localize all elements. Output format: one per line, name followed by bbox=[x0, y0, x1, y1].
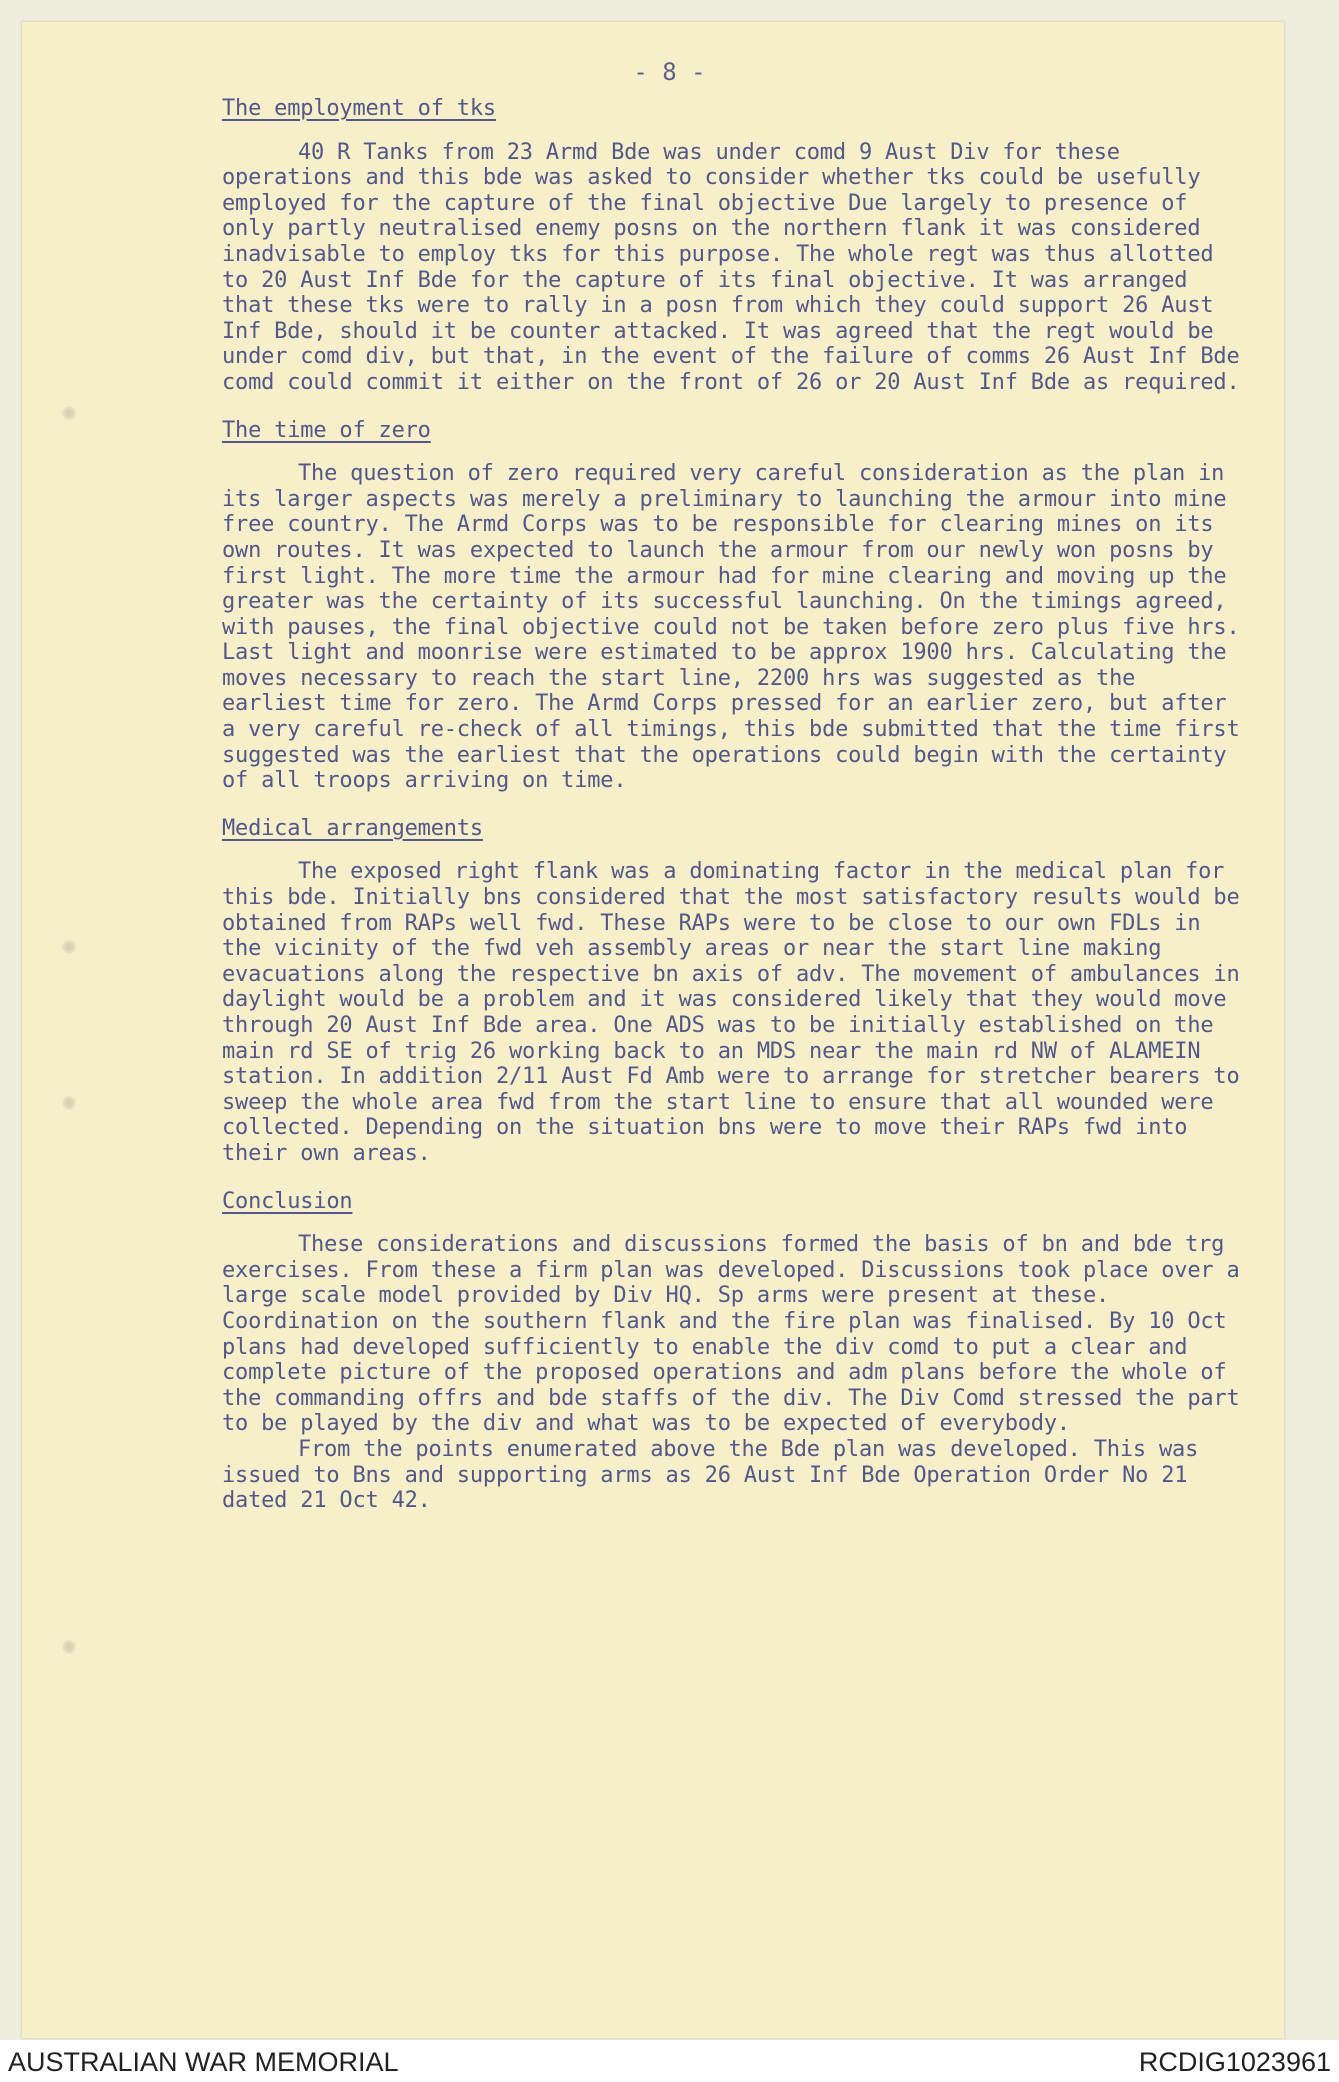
page-number: - 8 - bbox=[633, 58, 706, 86]
section-heading: Conclusion bbox=[222, 1188, 353, 1214]
punch-hole-mark bbox=[62, 1096, 76, 1110]
punch-hole-mark bbox=[62, 1640, 76, 1654]
punch-hole-mark bbox=[62, 940, 76, 954]
paragraph: These considerations and discussions formed the basis of bn and bde trg exercises. From these a firm plan was developed. Discussions took place over a large scale model provided by Div HQ. Sp arms were present at these. Coordination on the southern flank and the fire plan was finalised. By 10 Oct plans had developed sufficiently to enable the div comd to put a clear and complete picture of the proposed operations and adm plans before the whole of the commanding offrs and bde staffs of the div. The Div Comd stressed the part to be played by the div and what was to be expected of everybody. bbox=[222, 1232, 1240, 1437]
section-heading: The employment of tks bbox=[222, 96, 496, 121]
paragraph: The question of zero required very careful consideration as the plan in its larger aspects was merely a preliminary to launching the armour into mine free country. The Armd Corps was to be responsible for clearing mines on its own routes. It was expected to launch the armour from our newly won posns by first light. The more time the armour had for mine clearing and moving up the greater was the certainty of its successful launching. On the timings agreed, with pauses, the final objective could not be taken before zero plus five hrs. Last light and moonrise were estimated to be approx 1900 hrs. Calculating the moves necessary to reach the start line, 2200 hrs was suggested as the earliest time for zero. The Armd Corps pressed for an earlier zero, but after a very careful re-check of all timings, this bde submitted that the time first suggested was the earliest that the operations could begin with the certainty of all troops arriving on time. bbox=[222, 461, 1240, 794]
section-conclusion bbox=[222, 1189, 1252, 1514]
footer-institution: AUSTRALIAN WAR MEMORIAL bbox=[8, 2047, 399, 2077]
archive-footer bbox=[0, 2040, 1339, 2082]
document-body bbox=[222, 96, 1252, 1536]
footer-record-id: RCDIG1023961 bbox=[1138, 2047, 1331, 2077]
punch-hole-mark bbox=[62, 406, 76, 420]
section-heading: Medical arrangements bbox=[222, 815, 483, 841]
paragraph: The exposed right flank was a dominating factor in the medical plan for this bde. Initially bns considered that the most satisfactory results would be obtained from RAPs well fwd. These RAPs were to be close to our own FDLs in the vicinity of the fwd veh assembly areas or near the start line making evacuations along the respective bn axis of adv. The movement of ambulances in daylight would be a problem and it was considered likely that they would move through 20 Aust Inf Bde area. One ADS was to be initially established on the main rd SE of trig 26 working back to an MDS near the main rd NW of ALAMEIN station. In addition 2/11 Aust Fd Amb were to arrange for stretcher bearers to sweep the whole area fwd from the start line to ensure that all wounded were collected. Depending on the situation bns were to move their RAPs fwd into their own areas. bbox=[222, 859, 1240, 1166]
section-heading: The time of zero bbox=[222, 417, 431, 443]
paragraph: From the points enumerated above the Bde plan was developed. This was issued to Bns and supporting arms as 26 Aust Inf Bde Operation Order No 21 dated 21 Oct 42. bbox=[222, 1436, 1199, 1514]
paragraph: 40 R Tanks from 23 Armd Bde was under comd 9 Aust Div for these operations and this bde was asked to consider whether tks could be usefully employed for the capture of the final objective Due largely to presence of only partly neutralised enemy posns on the northern flank it was considered inadvisable to employ tks for this purpose. The whole regt was thus allotted to 20 Aust Inf Bde for the capture of its final objective. It was arranged that these tks were to rally in a posn from which they could support 26 Aust Inf Bde, should it be counter attacked. It was agreed that the regt would be under comd div, but that, in the event of the failure of comms 26 Aust Inf Bde comd could commit it either on the front of 26 or 20 Aust Inf Bde as required. bbox=[222, 139, 1240, 395]
section-time-of-zero bbox=[222, 418, 1252, 794]
section-employment-of-tks bbox=[222, 96, 1252, 396]
section-medical-arrangements bbox=[222, 816, 1252, 1167]
